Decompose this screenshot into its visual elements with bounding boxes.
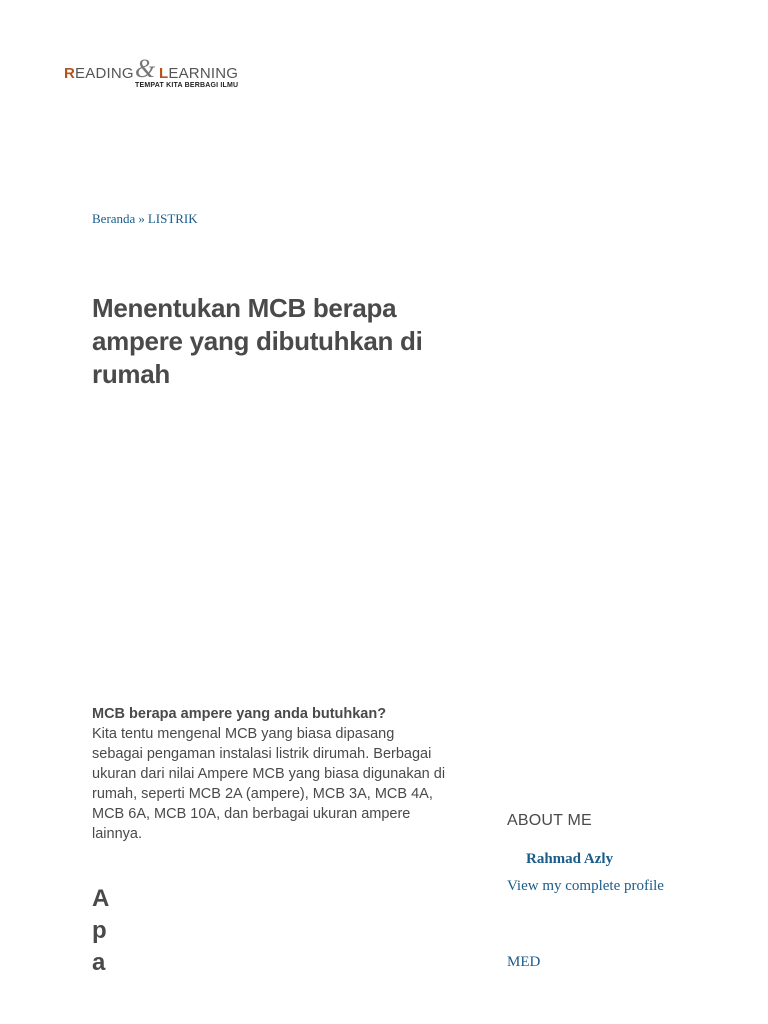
breadcrumb xyxy=(92,211,198,227)
logo-ampersand: & xyxy=(135,54,156,83)
med-label[interactable]: MED xyxy=(507,954,541,970)
site-logo[interactable] xyxy=(64,54,254,94)
post-paragraph: Kita tentu mengenal MCB yang biasa dipasang sebagai pengaman instalasi listrik dirumah. Berbagai ukuran dari nilai Ampere MCB yang biasa digunakan di rumah, seperti MCB 2A (ampere), MCB 3A, MCB 4A, MCB 6A, MCB 10A, dan berbagai ukuran ampere lainnya. xyxy=(92,726,446,842)
post-subheading xyxy=(92,883,122,979)
breadcrumb-separator: » xyxy=(138,211,145,226)
logo-word-learning: LEARNING xyxy=(159,65,239,82)
post-lead: MCB berapa ampere yang anda butuhkan? xyxy=(92,706,387,722)
post-title: Menentukan MCB berapa ampere yang dibutuhkan di rumah xyxy=(92,293,423,389)
subheading-letter: a xyxy=(92,949,106,976)
author-name-link[interactable]: Rahmad Azly xyxy=(526,851,614,867)
breadcrumb-home-link[interactable]: Beranda xyxy=(92,211,136,226)
logo-word-reading: READING xyxy=(64,65,134,82)
logo-tagline: TEMPAT KITA BERBAGI ILMU xyxy=(135,82,239,89)
post-body xyxy=(92,704,448,844)
about-me-heading: ABOUT ME xyxy=(507,812,592,829)
view-profile-link[interactable]: View my complete profile xyxy=(507,878,664,894)
breadcrumb-category-link[interactable]: LISTRIK xyxy=(147,211,198,226)
subheading-letter: p xyxy=(92,917,107,944)
subheading-letter: A xyxy=(92,885,110,912)
